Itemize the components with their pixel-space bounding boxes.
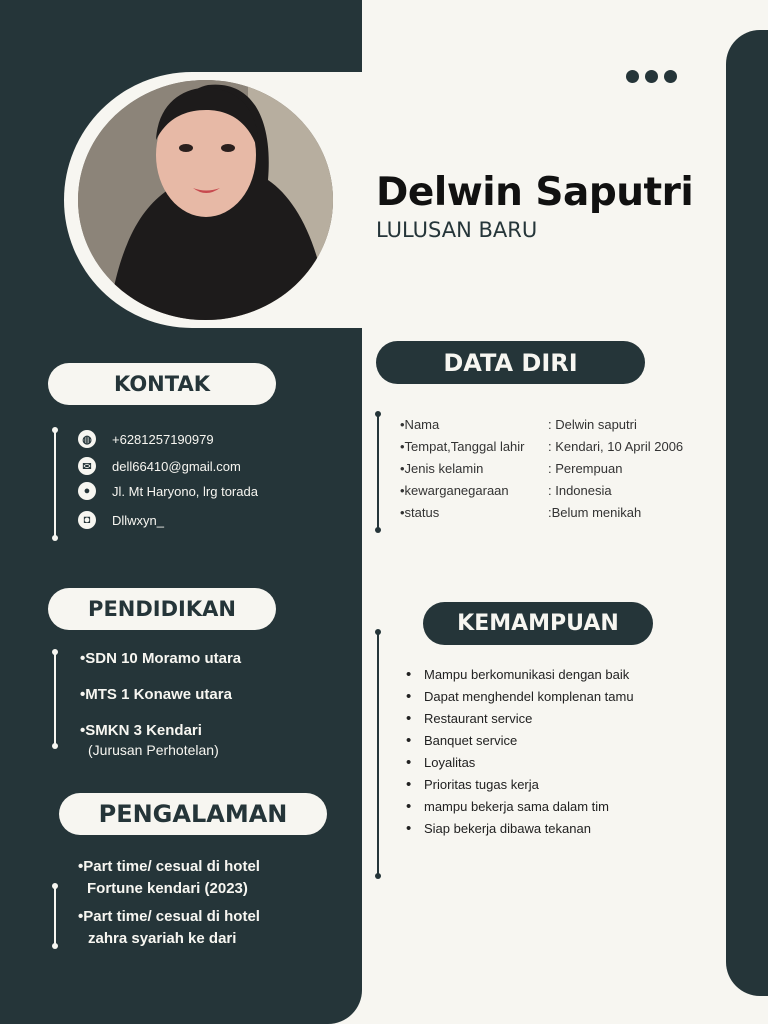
skill-item: • Loyalitas bbox=[406, 752, 666, 774]
kontak-heading: KONTAK bbox=[48, 363, 276, 405]
contact-email-text: dell66410@gmail.com bbox=[112, 458, 241, 474]
contact-phone-text: +6281257190979 bbox=[112, 431, 214, 447]
data-row bbox=[400, 417, 637, 432]
data-value: :Belum menikah bbox=[548, 505, 642, 520]
contact-email bbox=[78, 457, 241, 475]
location-icon: ● bbox=[78, 482, 96, 500]
kemampuan-divider bbox=[377, 632, 379, 876]
kemampuan-heading: KEMAMPUAN bbox=[423, 602, 653, 645]
contact-instagram bbox=[78, 511, 164, 529]
experience-line: zahra syariah ke dari bbox=[88, 930, 237, 947]
contact-instagram-text: Dllwxyn_ bbox=[112, 512, 165, 528]
data-label: •Tempat,Tanggal lahir bbox=[400, 439, 525, 454]
skill-item: • Restaurant service bbox=[406, 708, 666, 730]
data-value: : Perempuan bbox=[548, 461, 623, 476]
pendidikan-heading: PENDIDIKAN bbox=[48, 588, 276, 630]
skills-list bbox=[406, 664, 666, 840]
dot-icon bbox=[645, 70, 658, 83]
skill-item: • Dapat menghendel komplenan tamu bbox=[406, 686, 666, 708]
data-row bbox=[400, 505, 641, 520]
skill-item: • Prioritas tugas kerja bbox=[406, 774, 666, 796]
skill-item: • Banquet service bbox=[406, 730, 666, 752]
experience-line: •Part time/ cesual di hotel bbox=[78, 858, 260, 875]
right-decor-bar bbox=[726, 30, 768, 996]
data-value: : Delwin saputri bbox=[548, 417, 637, 432]
experience-item bbox=[78, 906, 260, 950]
data-row bbox=[400, 461, 622, 476]
contact-address bbox=[78, 482, 258, 500]
education-item: •MTS 1 Konawe utara bbox=[80, 686, 232, 703]
skill-item: • Siap bekerja dibawa tekanan bbox=[406, 818, 666, 840]
education-item: •SMKN 3 Kendari bbox=[80, 722, 202, 739]
education-item: •SDN 10 Moramo utara bbox=[80, 650, 242, 667]
pengalaman-heading: PENGALAMAN bbox=[59, 793, 327, 835]
data-value: : Kendari, 10 April 2006 bbox=[548, 439, 684, 454]
data-label: •Nama bbox=[400, 417, 440, 432]
contact-phone bbox=[78, 430, 214, 448]
experience-item bbox=[78, 856, 260, 900]
kontak-divider bbox=[54, 430, 56, 538]
data-diri-heading: DATA DIRI bbox=[376, 341, 645, 384]
mail-icon: ✉ bbox=[78, 457, 96, 475]
profile-photo bbox=[78, 80, 333, 320]
pengalaman-divider bbox=[54, 886, 56, 946]
dot-icon bbox=[626, 70, 639, 83]
data-row bbox=[400, 483, 612, 498]
experience-line: Fortune kendari (2023) bbox=[87, 880, 248, 897]
more-options-icon[interactable] bbox=[626, 70, 677, 83]
education-sub: (Jurusan Perhotelan) bbox=[88, 742, 219, 758]
person-role: LULUSAN BARU bbox=[376, 218, 538, 242]
instagram-icon: ◘ bbox=[78, 511, 96, 529]
experience-line: •Part time/ cesual di hotel bbox=[78, 908, 260, 925]
data-value: : Indonesia bbox=[548, 483, 612, 498]
skill-item: • mampu bekerja sama dalam tim bbox=[406, 796, 666, 818]
contact-address-text: Jl. Mt Haryono, lrg torada bbox=[112, 483, 258, 499]
globe-icon: ◍ bbox=[78, 430, 96, 448]
data-label: •kewarganegaraan bbox=[400, 483, 509, 498]
data-diri-divider bbox=[377, 414, 379, 530]
skill-item: • Mampu berkomunikasi dengan baik bbox=[406, 664, 666, 686]
data-label: •status bbox=[400, 505, 440, 520]
dot-icon bbox=[664, 70, 677, 83]
pendidikan-divider bbox=[54, 652, 56, 746]
data-label: •Jenis kelamin bbox=[400, 461, 484, 476]
person-name: Delwin Saputri bbox=[376, 170, 694, 215]
data-row bbox=[400, 439, 683, 454]
